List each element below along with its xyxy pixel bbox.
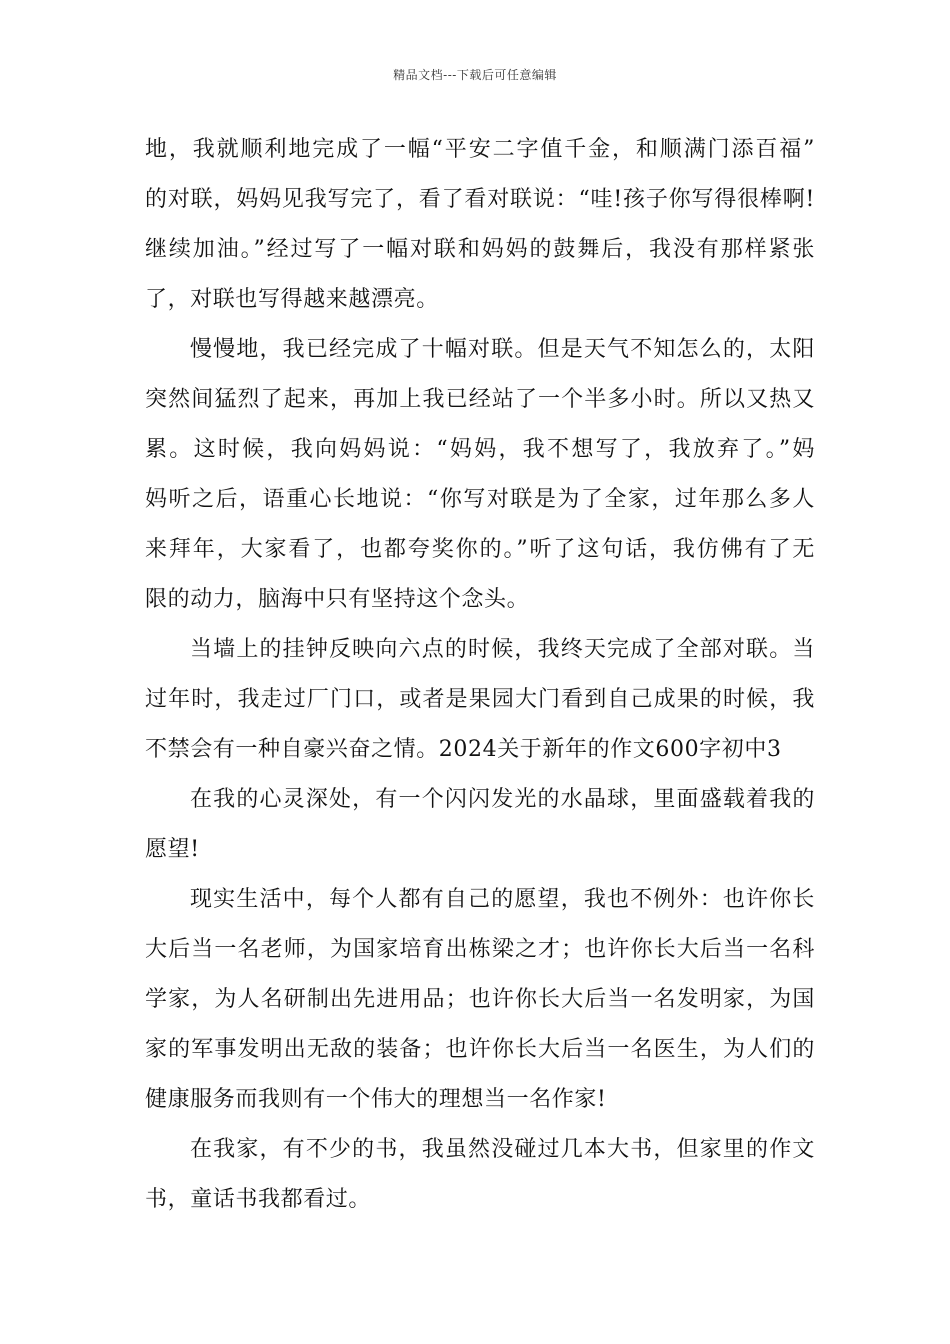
text-line: 累。这时候，我向妈妈说：“妈妈，我不想写了，我放弃了。”妈: [145, 437, 815, 462]
text-line: 妈听之后，语重心长地说：“你写对联是为了全家，过年那么多人: [145, 487, 815, 512]
text-line: 不禁会有一种自豪兴奋之情。2024关于新年的作文600字初中3: [145, 737, 782, 762]
text-line: 限的动力，脑海中只有坚持这个念头。: [145, 587, 530, 612]
page-header: 精品文档---下载后可任意编辑: [393, 68, 557, 82]
text-line: 地，我就顺利地完成了一幅“平安二字值千金，和顺满门添百福”: [145, 137, 815, 162]
text-line: 学家，为人名研制出先进用品；也许你长大后当一名发明家，为国: [145, 987, 815, 1012]
text-line: 大后当一名老师，为国家培育出栋梁之才；也许你长大后当一名科: [145, 937, 815, 962]
text-line: 健康服务而我则有一个伟大的理想当一名作家!: [145, 1087, 607, 1112]
text-line: 现实生活中，每个人都有自己的愿望，我也不例外：也许你长: [190, 887, 815, 912]
text-line: 突然间猛烈了起来，再加上我已经站了一个半多小时。所以又热又: [145, 387, 815, 412]
text-line: 当墙上的挂钟反映向六点的时候，我终天完成了全部对联。当: [190, 637, 815, 662]
text-line: 在我的心灵深处，有一个闪闪发光的水晶球，里面盛载着我的: [190, 787, 815, 812]
text-line: 愿望!: [145, 837, 200, 862]
text-line: 书，童话书我都看过。: [145, 1187, 372, 1212]
text-line: 来拜年，大家看了，也都夸奖你的。”听了这句话，我仿佛有了无: [145, 537, 815, 562]
text-line: 家的军事发明出无敌的装备；也许你长大后当一名医生，为人们的: [145, 1037, 815, 1062]
text-line: 过年时，我走过厂门口，或者是果园大门看到自己成果的时候，我: [145, 687, 815, 712]
text-line: 慢慢地，我已经完成了十幅对联。但是天气不知怎么的，太阳: [190, 337, 815, 362]
text-line: 在我家，有不少的书，我虽然没碰过几本大书，但家里的作文: [190, 1137, 815, 1162]
text-line: 的对联，妈妈见我写完了，看了看对联说：“哇!孩子你写得很棒啊!: [145, 187, 815, 212]
text-line: 继续加油。”经过写了一幅对联和妈妈的鼓舞后，我没有那样紧张: [145, 237, 815, 262]
text-line: 了，对联也写得越来越漂亮。: [145, 287, 439, 312]
